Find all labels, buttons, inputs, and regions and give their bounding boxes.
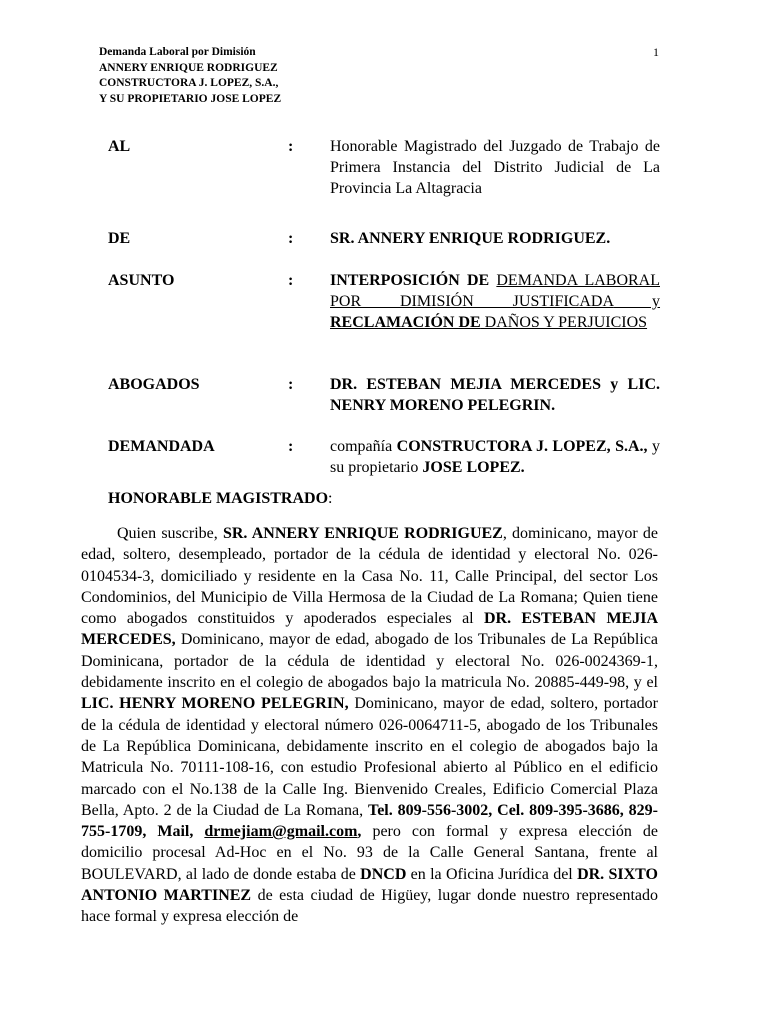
- header-line: Demanda Laboral por Dimisión: [99, 46, 256, 58]
- field-colon: :: [288, 138, 294, 155]
- field-colon: :: [288, 230, 294, 247]
- body-text: Tel. 809-556-3002, Cel. 809-395-3686, 829-755-1709, Mail,: [81, 801, 659, 841]
- running-header: [99, 45, 281, 107]
- body-text: Dominicano, mayor de edad, soltero, portador de la cédula de identidad y electoral número 026-0064711-5, abogado de los Tribunales de La República Dominicana, debidamente inscrito en el colegio de abogados bajo la Matricula No. 70111-108-16, con estudio Profesional abierto al Público en el edificio marcado con el No.138 de la Calle Ing. Bienvenido Creales, Edificio Comercial Plaza Bella, Apto. 2 de la Ciudad de La Romana,: [81, 695, 658, 819]
- field-label: ASUNTO: [108, 272, 175, 289]
- field-colon: :: [288, 438, 294, 455]
- field-demandada: [108, 436, 660, 496]
- email-link[interactable]: drmejiam@gmail.com: [204, 823, 358, 841]
- field-al: [108, 136, 660, 228]
- salutation-text: HONORABLE MAGISTRADO: [108, 490, 329, 507]
- body-text: en la Oficina Jurídica del: [406, 865, 578, 883]
- defendant-text: CONSTRUCTORA J. LOPEZ, S.A.,: [396, 438, 648, 455]
- body-text: Quien suscribe,: [117, 525, 223, 542]
- body-text: SR. ANNERY ENRIQUE RODRIGUEZ: [222, 525, 503, 542]
- subject-text: RECLAMACIÓN DE: [330, 314, 481, 331]
- subject-text: y: [613, 293, 661, 310]
- field-value: DR. ESTEBAN MEJIA MERCEDES y LIC. NENRY MORENO PELEGRIN.: [330, 376, 660, 414]
- body-paragraph: [81, 523, 658, 928]
- field-de: [108, 228, 660, 270]
- field-value: [330, 270, 660, 333]
- body-text: Dominicano, mayor de edad, abogado de los Tribunales de La República Dominicana, portador de la cédula de identidad y electoral No. 026-0024369-1, debidamente inscrito en el colegio de abogados bajo la matricula No. 20885-449-98, y el: [81, 631, 658, 692]
- body-text: DR. ESTEBAN MEJIA MERCEDES,: [81, 610, 658, 649]
- salutation: [108, 488, 332, 509]
- body-text: de esta ciudad de Higüey, lugar donde nuestro representado hace formal y expresa elección de: [81, 887, 658, 926]
- heading-fields: [108, 136, 660, 496]
- body-text: DNCD: [360, 865, 407, 883]
- field-value: Honorable Magistrado del Juzgado de Trabajo de Primera Instancia del Distrito Judicial de La Provincia La Altagracia: [330, 138, 660, 197]
- field-label: DEMANDADA: [108, 438, 215, 455]
- defendant-text: JOSE LOPEZ.: [422, 459, 525, 476]
- subject-text: DAÑOS Y PERJUICIOS: [480, 314, 648, 331]
- body-text: DR. SIXTO ANTONIO MARTINEZ: [81, 865, 658, 905]
- body-text: , dominicano, mayor de edad, soltero, desempleado, portador de la cédula de identidad y electoral No. 026-0104534-3, domiciliado y residente en la Casa No. 11, Calle Principal, del sector Los Condominios, del Municipio de Villa Hermosa de la Ciudad de La Romana; Quien tiene como abogados constituidos y apoderados especiales al: [81, 525, 659, 628]
- field-asunto: [108, 270, 660, 374]
- field-colon: :: [288, 376, 294, 393]
- field-label: AL: [108, 138, 131, 155]
- field-colon: :: [288, 272, 294, 289]
- field-value: SR. ANNERY ENRIQUE RODRIGUEZ.: [330, 230, 611, 247]
- field-label: ABOGADOS: [108, 376, 200, 393]
- subject-text: DEMANDA LABORAL POR DIMISIÓN JUSTIFICADA: [330, 272, 660, 310]
- header-line: ANNERY ENRIQUE RODRIGUEZ: [99, 61, 278, 74]
- subject-text: INTERPOSICIÓN DE: [330, 272, 497, 289]
- field-value: [330, 436, 660, 478]
- field-label: DE: [108, 230, 131, 247]
- body-text: LIC. HENRY MORENO PELEGRIN,: [81, 695, 349, 713]
- body-text: ,: [357, 823, 362, 841]
- header-line: CONSTRUCTORA J. LOPEZ, S.A.,: [99, 77, 279, 89]
- page-number: 1: [653, 45, 659, 59]
- header-line: Y SU PROPIETARIO JOSE LOPEZ: [99, 92, 282, 105]
- salutation-colon: :: [328, 490, 333, 507]
- defendant-text: compañía: [330, 438, 397, 455]
- defendant-text: y su propietario: [330, 438, 660, 476]
- body-text: pero con formal y expresa elección de domicilio procesal Ad-Hoc en el No. 93 de la Calle General Santana, frente al BOULEVARD, al lado de donde estaba de: [81, 823, 658, 883]
- field-abogados: [108, 374, 660, 436]
